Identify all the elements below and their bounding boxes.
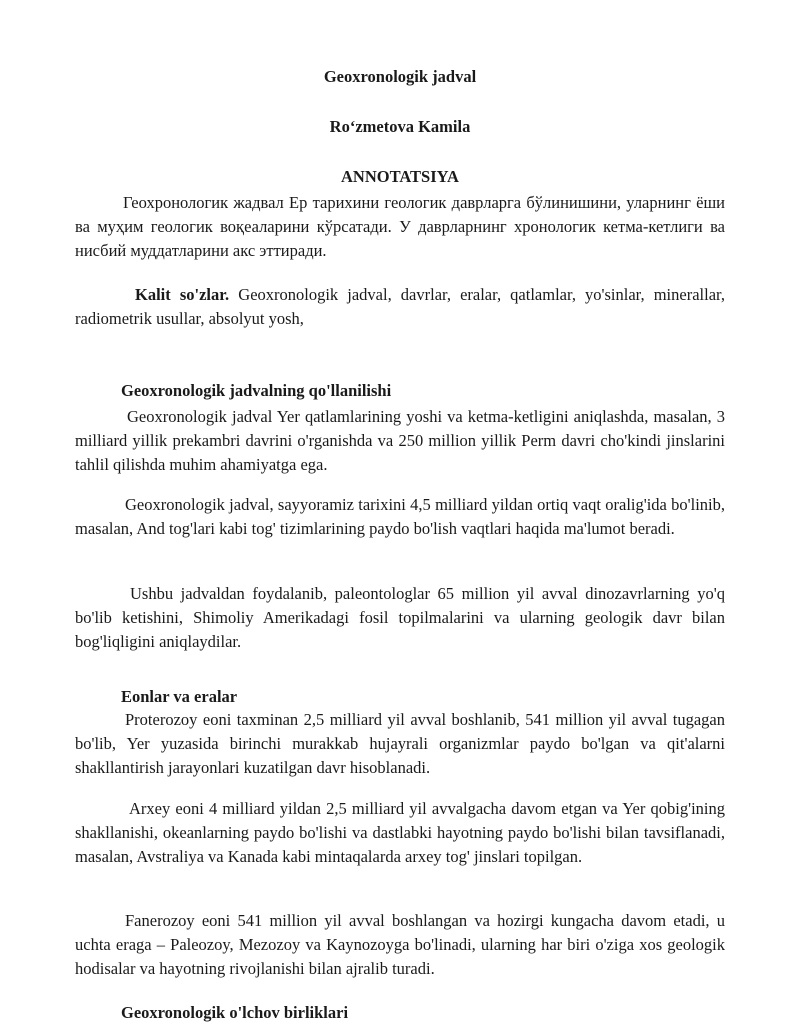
paragraph: Ushbu jadvaldan foydalanib, paleontologlar 65 million yil avval dinozavrlarning yo'q bo'lib ketishini, Shimoliy Amerikadagi fosil topilmalarini va ularning geologik davr bilan bog'liqligini aniqlaydilar. bbox=[75, 584, 725, 651]
keywords-text: Geoxronologik jadval, davrlar, eralar, qatlamlar, yo'sinlar, minerallar, radiometrik usullar, absolyut yosh, bbox=[75, 285, 725, 328]
document-author: Roʻzmetova Kamila bbox=[329, 117, 471, 136]
document-title: Geoxronologik jadval bbox=[323, 67, 477, 86]
keywords-label: Kalit so'zlar. bbox=[135, 285, 230, 304]
section-heading-usage: Geoxronologik jadvalning qo'llanilishi bbox=[121, 381, 392, 400]
paragraph: Arxey eoni 4 milliard yildan 2,5 milliard yil avvalgacha davom etgan va Yer qobig'ining shakllanishi, okeanlarning paydo bo'lishi va dastlabki hayotning paydo bo'lishi bilan tavsiflanadi, masalan, Avstraliya va Kanada kabi mintaqalarda arxey tog' jinslari topilgan. bbox=[75, 799, 725, 866]
section-heading-units: Geoxronologik o'lchov birliklari bbox=[121, 1003, 349, 1022]
section-heading-eons: Eonlar va eralar bbox=[121, 687, 238, 706]
annotation-paragraph: Геохронологик жадвал Ер тарихини геологик даврларга бўлинишини, уларнинг ёши ва муҳим геологик воқеаларини кўрсатади. У даврларнинг хронологик кетма-кетлиги ва нисбий муддатларини акс эттиради. bbox=[75, 193, 725, 260]
annotation-heading: ANNOTATSIYA bbox=[341, 167, 459, 186]
document-page bbox=[75, 0, 725, 1035]
paragraph: Geoxronologik jadval Yer qatlamlarining yoshi va ketma-ketligini aniqlashda, masalan, 3 milliard yillik prekambri davrini o'rganishda va 250 million yillik Perm davri cho'kindi jinslarini tahlil qilishda muhim ahamiyatga ega. bbox=[75, 407, 725, 474]
paragraph: Proterozoy eoni taxminan 2,5 milliard yil avval boshlanib, 541 million yil avval tugagan bo'lib, Yer yuzasida birinchi murakkab hujayrali organizmlar paydo bo'lgan va qit'alarni shakllantirish jarayonlari kuzatilgan davr hisoblanadi. bbox=[75, 710, 725, 777]
paragraph: Geoxronologik jadval, sayyoramiz tarixini 4,5 milliard yildan ortiq vaqt oralig'ida bo'linib, masalan, And tog'lari kabi tog' tizimlarining paydo bo'lish vaqtlari haqida ma'lumot beradi. bbox=[75, 495, 725, 538]
paragraph: Fanerozoy eoni 541 million yil avval boshlangan va hozirgi kungacha davom etadi, u uchta eraga – Paleozoy, Mezozoy va Kaynozoyga bo'linadi, ularning har biri o'ziga xos geologik hodisalar va hayotning rivojlanishi bilan ajralib turadi. bbox=[75, 911, 725, 978]
keywords-paragraph bbox=[75, 283, 725, 331]
